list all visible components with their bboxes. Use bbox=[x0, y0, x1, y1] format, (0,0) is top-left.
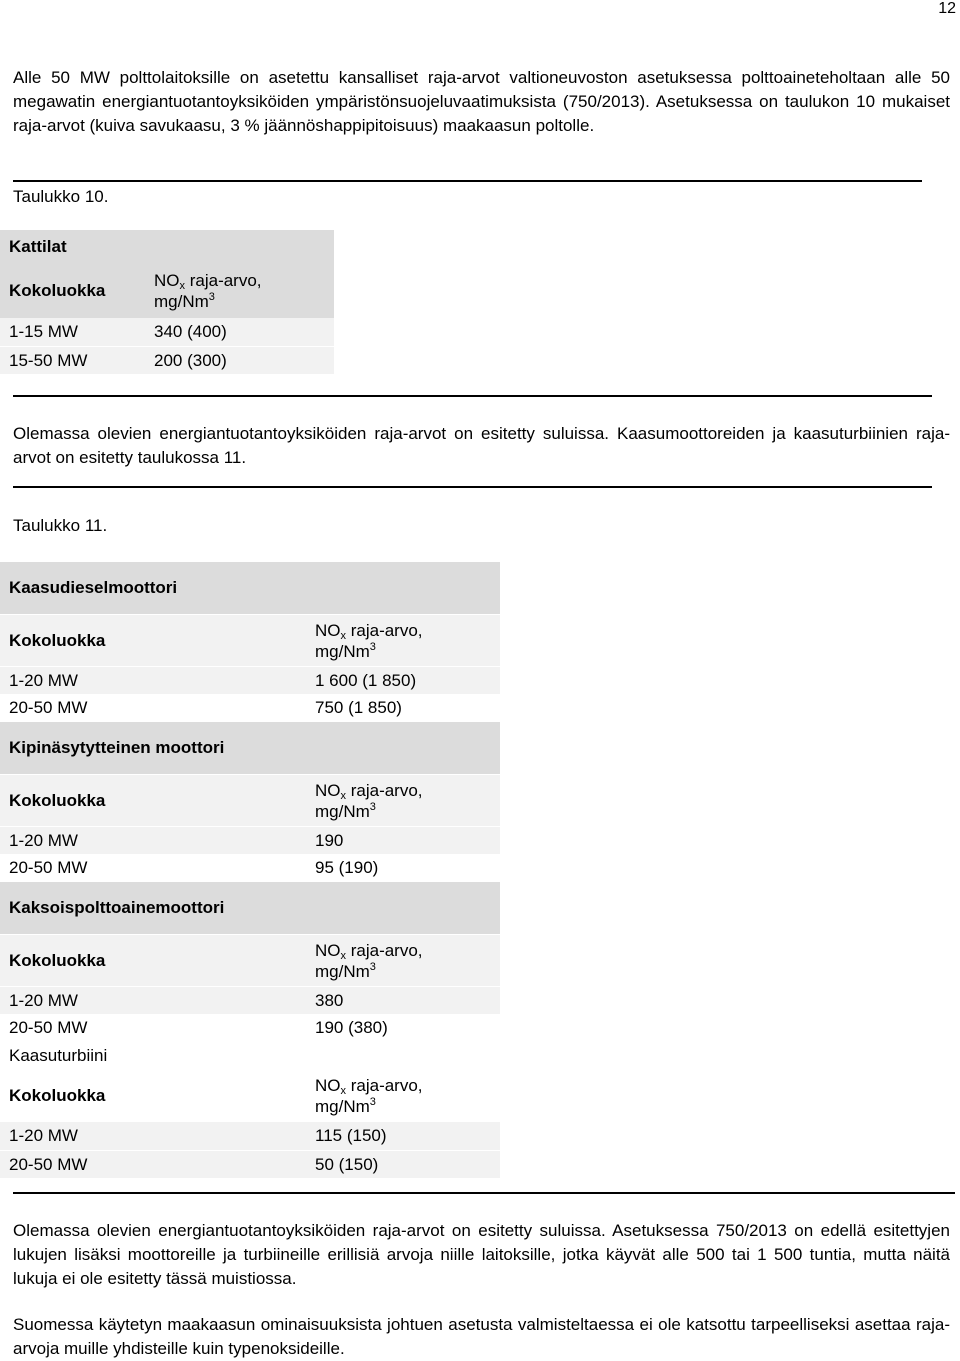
table-10-top-rule bbox=[13, 180, 922, 182]
table-10-row-1-value: 340 (400) bbox=[145, 318, 334, 346]
row-size: 1-20 MW bbox=[0, 826, 306, 854]
table-10-bottom-rule bbox=[13, 395, 932, 397]
row-value: 190 bbox=[306, 826, 500, 854]
row-size: 20-50 MW bbox=[0, 1150, 306, 1178]
page-number: 12 bbox=[938, 0, 956, 17]
row-value: 95 (190) bbox=[306, 854, 500, 882]
group-title-kipinasytytteinen: Kipinäsytytteinen moottori bbox=[0, 722, 500, 774]
row-size: 20-50 MW bbox=[0, 854, 306, 882]
row-value: 380 bbox=[306, 986, 500, 1014]
table-row bbox=[0, 854, 500, 882]
table-row bbox=[0, 826, 500, 854]
table-10 bbox=[0, 230, 334, 374]
table-row bbox=[0, 346, 334, 374]
table-11-col-nox-header: $NO_x$ raja-arvo, mg/Nm$^3$ bbox=[306, 774, 500, 826]
table-10-row-1-size: 1-15 MW bbox=[0, 318, 145, 346]
table-11-col-nox-header: $NO_x$ raja-arvo, mg/Nm$^3$ bbox=[306, 934, 500, 986]
table-row bbox=[0, 666, 500, 694]
table-11-col-nox-header: $NO_x$ raja-arvo, mg/Nm$^3$ bbox=[306, 1070, 500, 1122]
table-10-col-nox-header: $NO_x$ raja-arvo, mg/Nm$^3$ bbox=[145, 264, 334, 318]
group-title-kaasuturbiini: Kaasuturbiini bbox=[0, 1042, 500, 1070]
table-11-bottom-rule bbox=[13, 1192, 955, 1194]
row-size: 1-20 MW bbox=[0, 986, 306, 1014]
row-value: 190 (380) bbox=[306, 1014, 500, 1042]
row-size: 1-20 MW bbox=[0, 666, 306, 694]
group-title-kaksoispolttoaine: Kaksoispolttoainemoottori bbox=[0, 882, 500, 934]
table-11-col-nox-header: $NO_x$ raja-arvo, mg/Nm$^3$ bbox=[306, 614, 500, 666]
table-11-col-size-header: Kokoluokka bbox=[0, 774, 306, 826]
table-10-col-size-header: Kokoluokka bbox=[0, 264, 145, 318]
table-10-caption: Taulukko 10. bbox=[13, 187, 109, 206]
table-10-section-title: Kattilat bbox=[0, 230, 334, 264]
row-size: 1-20 MW bbox=[0, 1122, 306, 1150]
table-11 bbox=[0, 562, 500, 1178]
row-size: 20-50 MW bbox=[0, 1014, 306, 1042]
table-11-col-size-header: Kokoluokka bbox=[0, 934, 306, 986]
table-row bbox=[0, 1122, 500, 1150]
table-row bbox=[0, 694, 500, 722]
table-row bbox=[0, 1014, 500, 1042]
table-11-top-rule bbox=[13, 486, 932, 488]
table-11-caption: Taulukko 11. bbox=[13, 516, 108, 535]
group-title-kaasudiesel: Kaasudieselmoottori bbox=[0, 562, 500, 614]
paragraph-3: Olemassa olevien energiantuotantoyksiköiden raja-arvot on esitetty suluissa. Asetuksessa 750/2013 on edellä esitettyjen lukujen lisäksi moottoreille ja turbiineille erillisiä arvoja niille laitoksille, jotka käyvät alle 500 tai 1 500 tuntia, mutta näitä lukuja ei ole esitetty tässä muistiossa. bbox=[13, 1221, 950, 1288]
row-value: 50 (150) bbox=[306, 1150, 500, 1178]
row-size: 20-50 MW bbox=[0, 694, 306, 722]
table-11-col-size-header: Kokoluokka bbox=[0, 1070, 306, 1122]
row-value: 1 600 (1 850) bbox=[306, 666, 500, 694]
table-10-row-2-size: 15-50 MW bbox=[0, 346, 145, 374]
paragraph-2: Olemassa olevien energiantuotantoyksiköiden raja-arvot on esitetty suluissa. Kaasumoottoreiden ja kaasuturbiinien raja-arvot on esitetty taulukossa 11. bbox=[13, 424, 950, 467]
paragraph-4: Suomessa käytetyn maakaasun ominaisuuksista johtuen asetusta valmisteltaessa ei ole katsottu tarpeelliseksi asettaa raja-arvoja muille yhdisteille kuin typenoksideille. bbox=[13, 1315, 950, 1358]
row-value: 115 (150) bbox=[306, 1122, 500, 1150]
table-row bbox=[0, 318, 334, 346]
table-11-col-size-header: Kokoluokka bbox=[0, 614, 306, 666]
table-row bbox=[0, 986, 500, 1014]
row-value: 750 (1 850) bbox=[306, 694, 500, 722]
table-10-row-2-value: 200 (300) bbox=[145, 346, 334, 374]
table-row bbox=[0, 1150, 500, 1178]
intro-paragraph: Alle 50 MW polttolaitoksille on asetettu kansalliset raja-arvot valtioneuvoston asetuksessa polttoaineteholtaan alle 50 megawatin energiantuotantoyksiköiden ympäristönsuojeluvaatimuksista (750/2013). Asetuksessa on taulukon 10 mukaiset raja-arvot (kuiva savukaasu, 3 % jäännöshappipitoisuus) maakaasun poltolle. bbox=[13, 68, 950, 135]
